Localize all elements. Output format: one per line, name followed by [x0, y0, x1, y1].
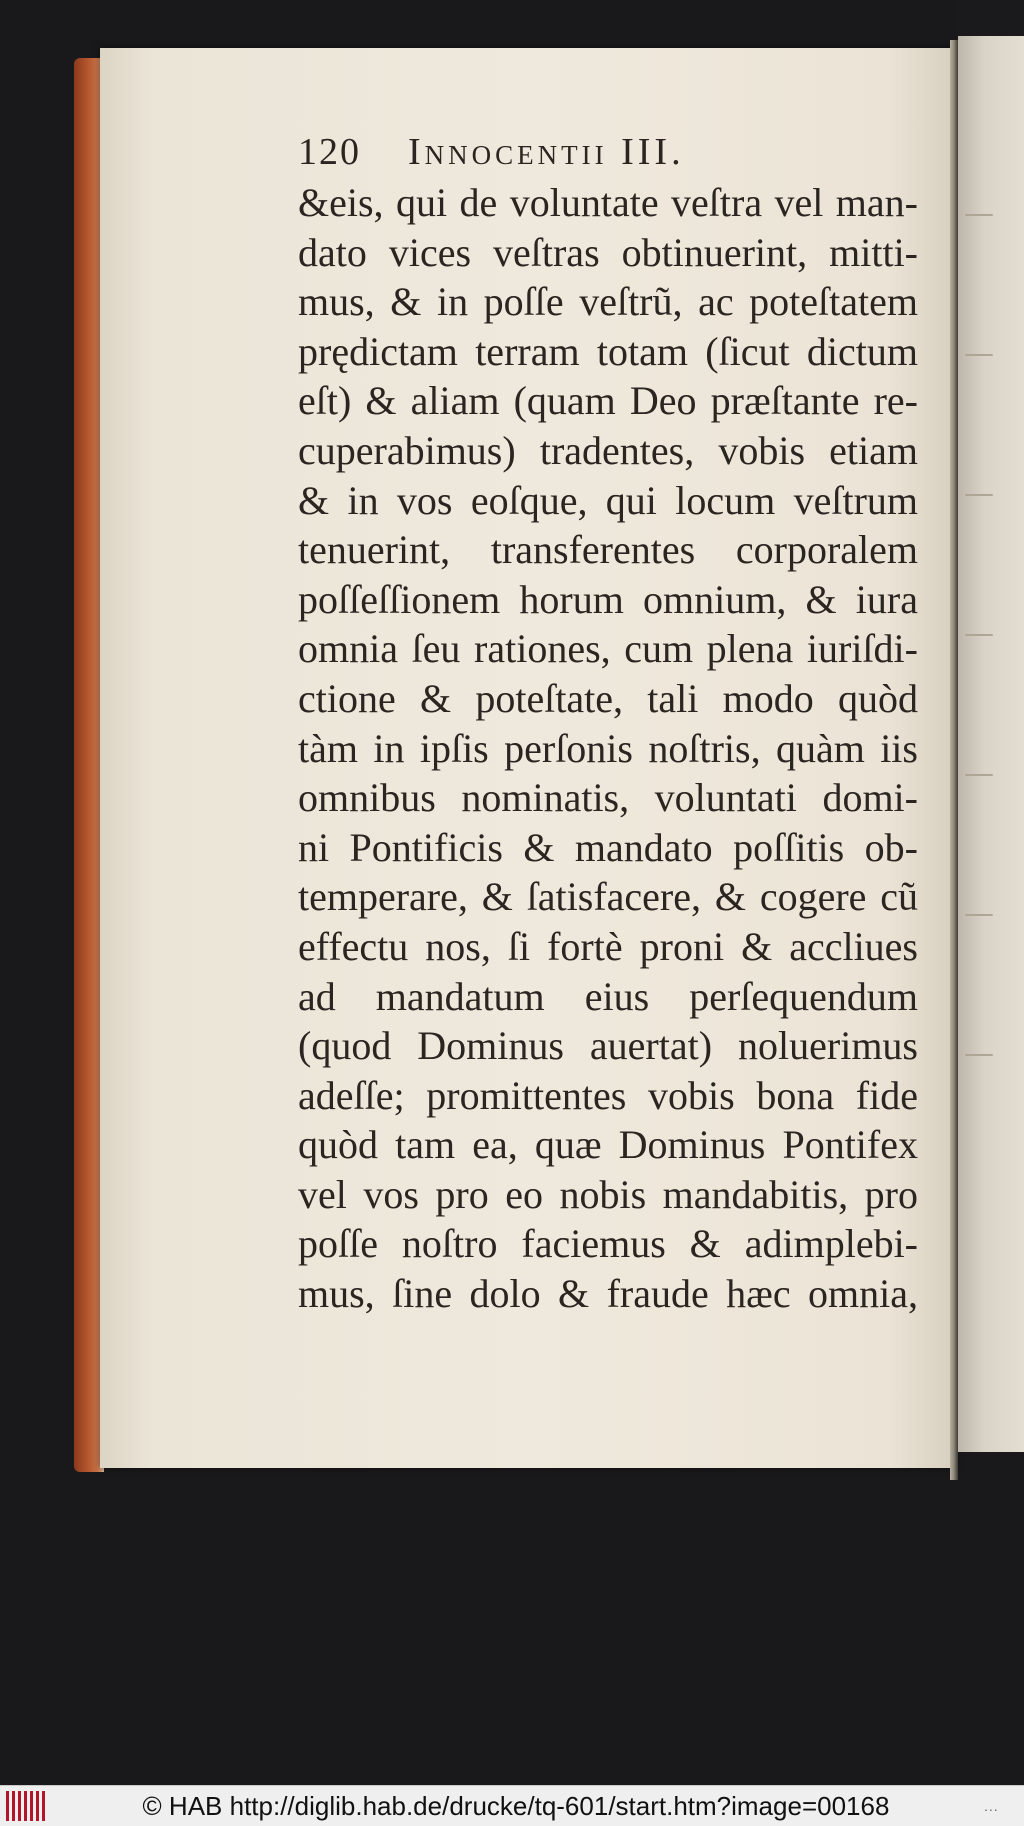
text-line: vel vos pro eo nobis mandabitis, pro	[298, 1171, 918, 1217]
footer-url[interactable]: © HAB http://diglib.hab.de/drucke/tq-601/start.htm?image=00168	[142, 1790, 890, 1821]
text-line: omnia ſeu rationes, cum plena iuriſdi-	[298, 626, 918, 672]
text-line: ni Pontificis & mandato poſſitis ob-	[298, 824, 918, 870]
text-line: ctione & poteſtate, tali modo quòd	[298, 675, 918, 721]
text-line: (quod Dominus auertat) noluerimus	[298, 1023, 918, 1069]
page-text-block	[298, 130, 918, 1319]
text-line: tenuerint, transferentes corporalem	[298, 527, 918, 573]
text-line: omnibus nominatis, voluntati domi-	[298, 775, 918, 821]
text-line: tàm in ipſis perſonis noſtris, quàm iis	[298, 725, 918, 771]
scan-corner	[958, 0, 1024, 36]
text-line: prędictam terram totam (ſicut dictum	[298, 328, 918, 374]
text-line: eſt) & aliam (quam Deo præſtante re-	[298, 378, 918, 424]
text-line: effectu nos, ſi fortè proni & accliues	[298, 923, 918, 969]
text-line: cuperabimus) tradentes, vobis etiam	[298, 427, 918, 473]
text-line: dato vices veſtras obtinuerint, mitti-	[298, 229, 918, 275]
page-number: 120	[298, 131, 361, 173]
text-line: adeſſe; promittentes vobis bona fide	[298, 1072, 918, 1118]
page-header	[298, 130, 918, 178]
text-line: ad mandatum eius perſequendum	[298, 973, 918, 1019]
running-title: Innocentii III.	[408, 131, 685, 173]
text-line: mus, ſine dolo & fraude hæc omnia,	[298, 1271, 918, 1317]
text-line: temperare, & ſatisfacere, & cogere cũ	[298, 874, 918, 920]
text-line: mus, & in poſſe veſtrũ, ac poteſtatem	[298, 279, 918, 325]
text-line: &eis, qui de voluntate veſtra vel man-	[298, 180, 918, 225]
facing-page-edge: — — — — — — —	[958, 36, 1024, 1452]
text-line: poſſe noſtro faciemus & adimplebi-	[298, 1221, 918, 1267]
hab-logo-icon	[6, 1791, 48, 1821]
text-line: & in vos eoſque, qui locum veſtrum	[298, 477, 918, 523]
footer-more-icon[interactable]: ...	[984, 1798, 999, 1814]
text-line: quòd tam ea, quæ Dominus Pontifex	[298, 1122, 918, 1168]
book-gutter	[950, 40, 958, 1480]
text-line: poſſeſſionem horum omnium, & iura	[298, 576, 918, 622]
footer-bar	[0, 1785, 1024, 1826]
